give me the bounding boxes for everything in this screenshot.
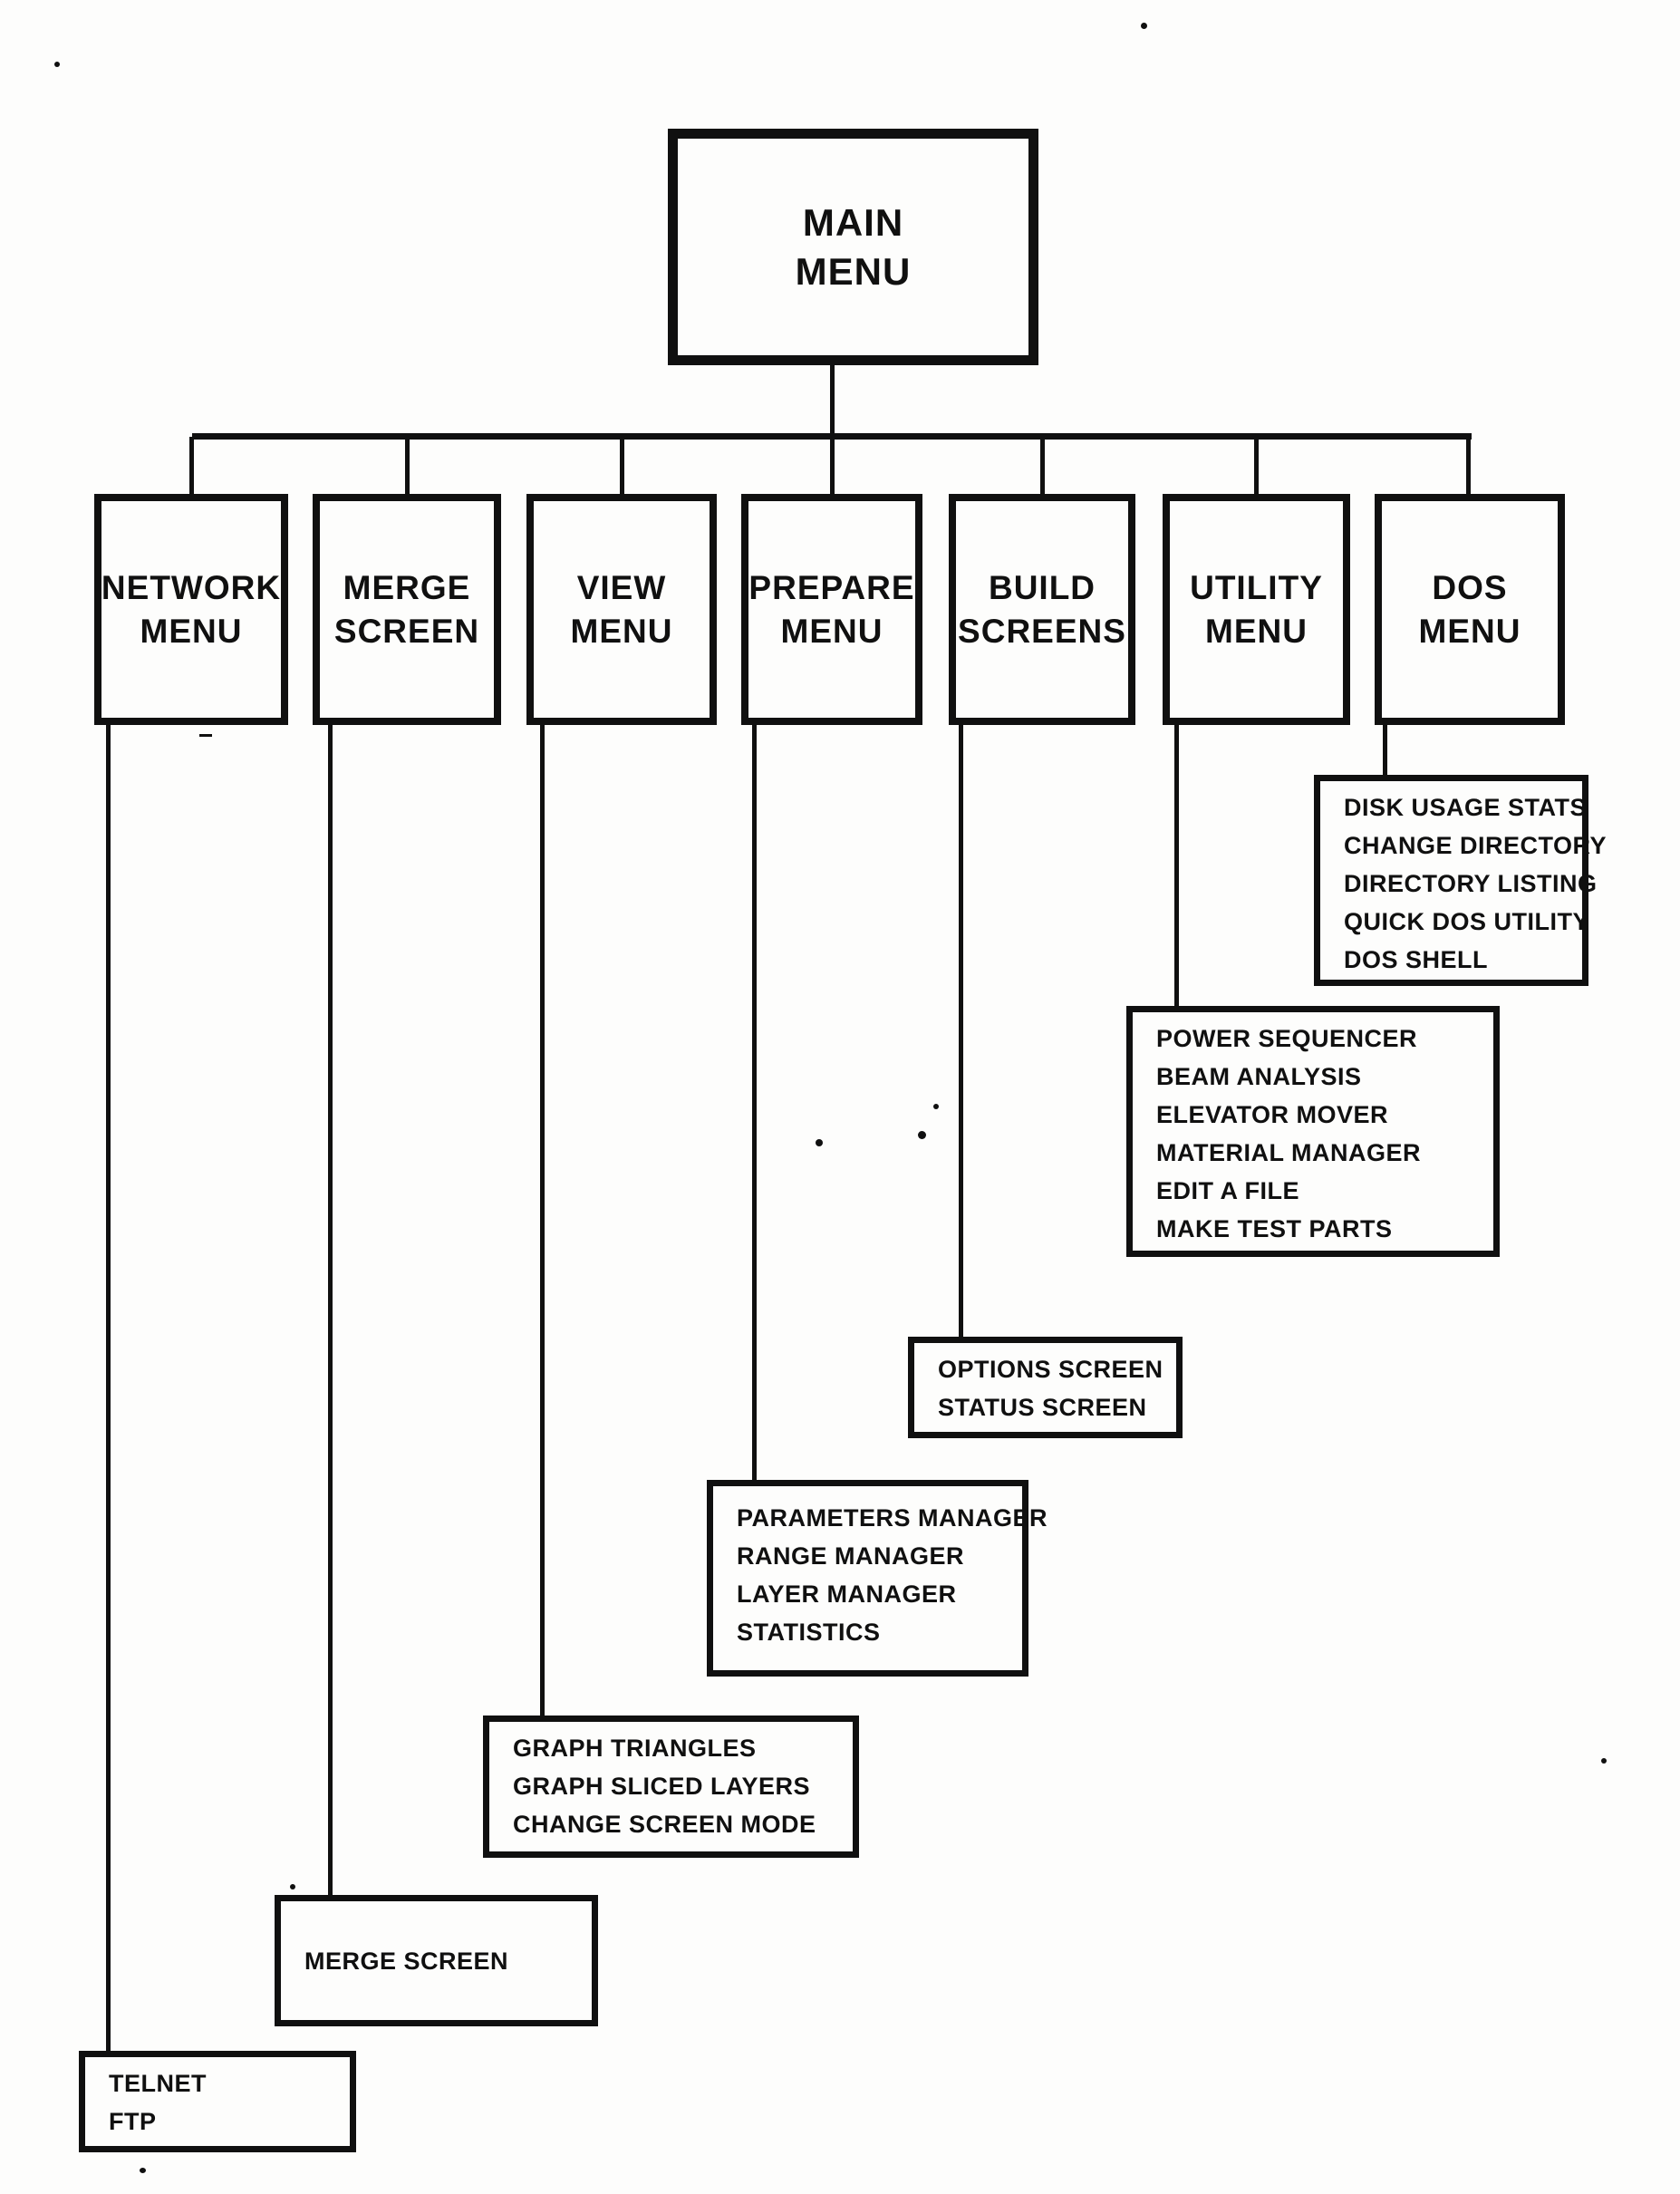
connector-utility-to-submenu xyxy=(1174,723,1179,1009)
node-merge-screen xyxy=(313,494,501,725)
submenu-item: MAKE TEST PARTS xyxy=(1156,1215,1393,1242)
connector-root-to-bus xyxy=(830,365,835,440)
node-dos-menu-label: DOS MENU xyxy=(1418,569,1521,650)
submenu-item: GRAPH TRIANGLES xyxy=(513,1735,757,1762)
connector-bus-to-prepare xyxy=(830,437,835,497)
node-view-menu-label: VIEW MENU xyxy=(570,569,673,650)
submenu-view xyxy=(483,1716,859,1858)
submenu-item: CHANGE SCREEN MODE xyxy=(513,1811,816,1838)
connector-bus-to-utility xyxy=(1254,437,1259,497)
node-build-screens xyxy=(949,494,1135,725)
submenu-item: RANGE MANAGER xyxy=(737,1542,965,1570)
submenu-item: TELNET xyxy=(109,2070,207,2097)
submenu-item: DISK USAGE STATS xyxy=(1344,794,1588,821)
node-view-menu xyxy=(526,494,717,725)
connector-network-to-submenu xyxy=(106,723,111,2054)
scan-speck xyxy=(933,1104,939,1109)
connector-bus-to-dos xyxy=(1466,437,1471,497)
connector-bus-to-view xyxy=(620,437,624,497)
submenu-utility xyxy=(1126,1006,1500,1257)
scan-speck xyxy=(290,1884,295,1890)
submenu-item: ELEVATOR MOVER xyxy=(1156,1101,1389,1128)
connector-build-to-submenu xyxy=(959,723,963,1339)
connector-prepare-to-submenu xyxy=(752,723,757,1483)
scan-speck xyxy=(54,62,60,67)
node-network-menu xyxy=(94,494,288,725)
submenu-merge xyxy=(275,1895,598,2026)
submenu-item: OPTIONS SCREEN xyxy=(938,1356,1163,1383)
connector-dos-to-submenu xyxy=(1383,723,1387,778)
submenu-item: POWER SEQUENCER xyxy=(1156,1025,1418,1052)
submenu-item: DIRECTORY LISTING xyxy=(1344,870,1598,897)
submenu-item: BEAM ANALYSIS xyxy=(1156,1063,1362,1090)
connector-view-to-submenu xyxy=(540,723,545,1718)
submenu-prepare xyxy=(707,1480,1048,1677)
submenu-item: DOS SHELL xyxy=(1344,946,1489,973)
submenu-item: MERGE SCREEN xyxy=(304,1947,509,1975)
node-main-menu xyxy=(668,129,1038,365)
scan-speck xyxy=(1601,1758,1607,1764)
scan-speck xyxy=(199,734,212,737)
submenu-network xyxy=(79,2051,356,2152)
submenu-item: QUICK DOS UTILITY xyxy=(1344,908,1589,935)
submenu-item: STATISTICS xyxy=(737,1619,881,1646)
scan-speck xyxy=(816,1139,823,1146)
submenu-dos xyxy=(1314,775,1608,986)
connector-bus-to-merge xyxy=(405,437,410,497)
connector-bus-to-network xyxy=(189,437,194,497)
node-utility-menu xyxy=(1163,494,1350,725)
connector-bus-to-build xyxy=(1040,437,1045,497)
node-merge-screen-label: MERGE SCREEN xyxy=(333,569,480,650)
connector-merge-to-submenu xyxy=(328,723,333,1898)
submenu-item: PARAMETERS MANAGER xyxy=(737,1504,1048,1532)
submenu-build xyxy=(908,1337,1183,1438)
submenu-item: CHANGE DIRECTORY xyxy=(1344,832,1608,859)
scan-speck xyxy=(1141,23,1147,29)
node-utility-menu-label: UTILITY MENU xyxy=(1190,569,1323,650)
submenu-item: GRAPH SLICED LAYERS xyxy=(513,1773,811,1800)
node-prepare-menu xyxy=(741,494,922,725)
submenu-item: EDIT A FILE xyxy=(1156,1177,1299,1204)
node-network-menu-label: NETWORK MENU xyxy=(101,569,282,650)
node-main-menu-label: MAIN MENU xyxy=(795,200,912,293)
scan-speck xyxy=(918,1131,926,1139)
scan-speck xyxy=(140,2168,146,2173)
submenu-item: MATERIAL MANAGER xyxy=(1156,1139,1421,1166)
submenu-item: STATUS SCREEN xyxy=(938,1394,1147,1421)
submenu-item: LAYER MANAGER xyxy=(737,1580,957,1608)
node-build-screens-label: BUILD SCREENS xyxy=(958,569,1126,650)
submenu-item: FTP xyxy=(109,2108,157,2135)
node-prepare-menu-label: PREPARE MENU xyxy=(748,569,915,650)
node-dos-menu xyxy=(1375,494,1565,725)
